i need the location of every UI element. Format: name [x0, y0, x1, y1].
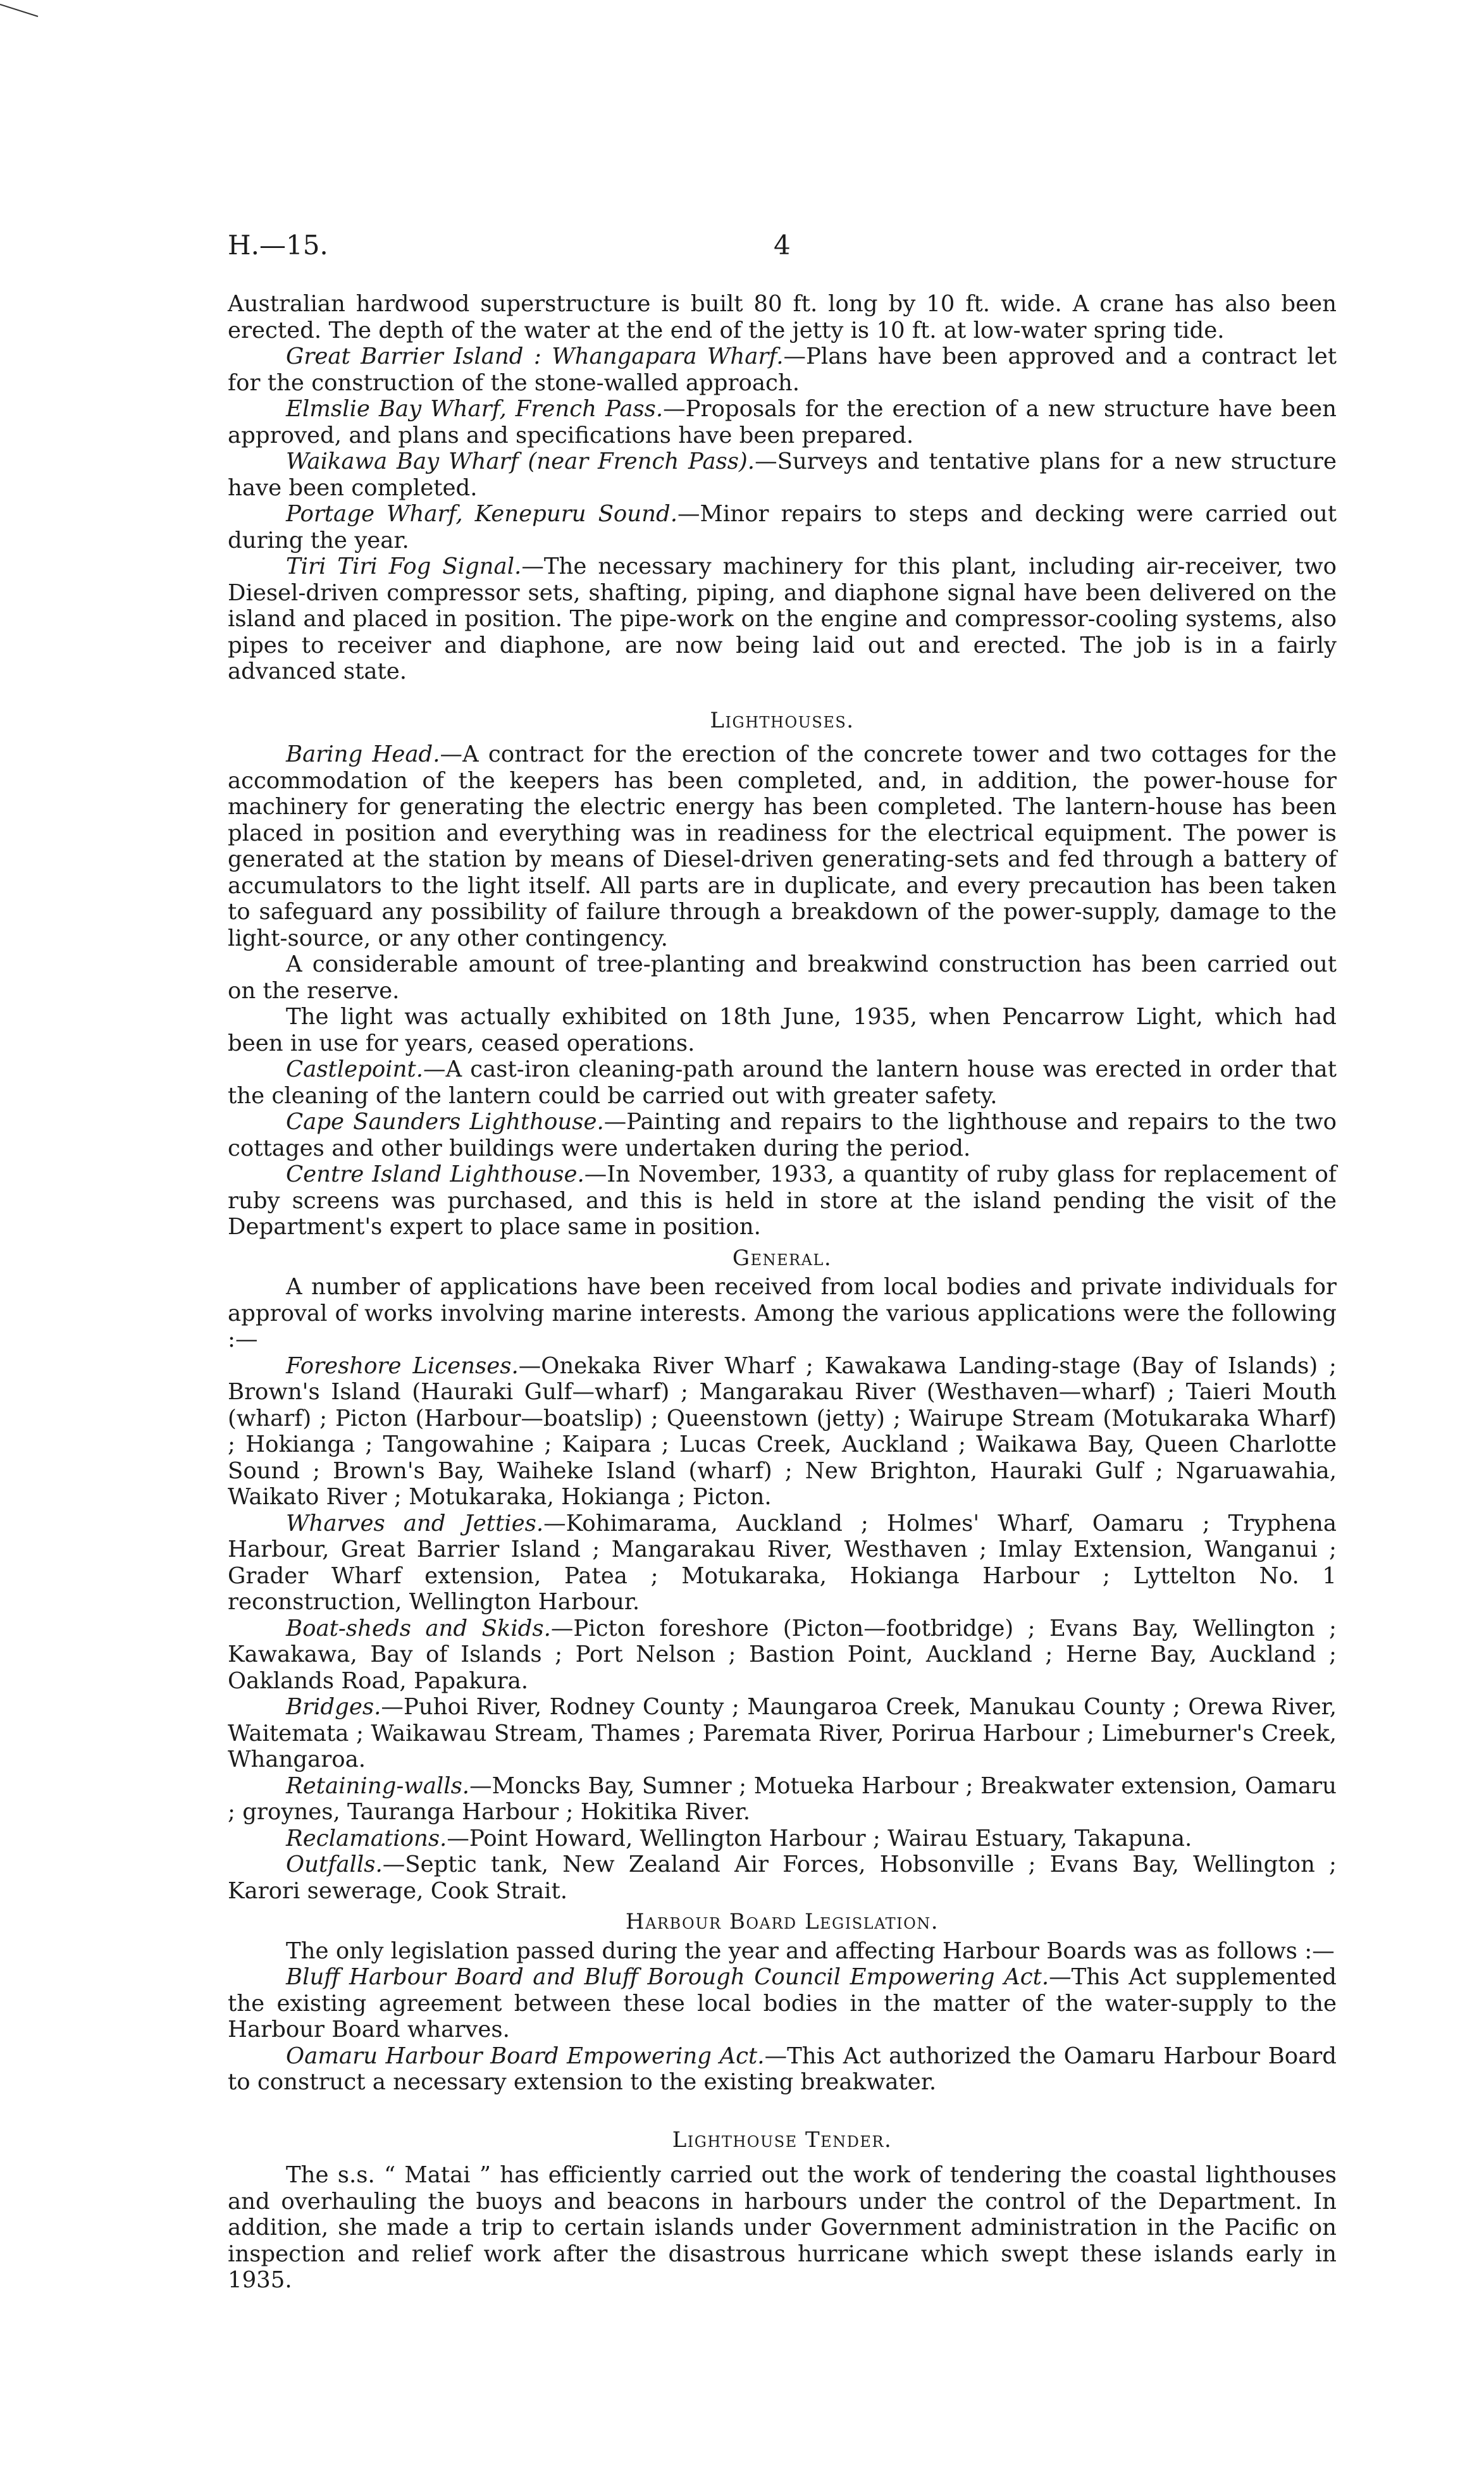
corner-scan-mark	[0, 3, 39, 20]
paragraph	[228, 1938, 1337, 1965]
paragraph-title: Elmslie Bay Wharf, French Pass.	[286, 396, 664, 422]
paragraph	[228, 1274, 1337, 1353]
section-heading: Lighthouse Tender.	[672, 2127, 893, 2153]
paragraph	[228, 1773, 1337, 1826]
paragraph	[228, 291, 1337, 343]
paragraph-text: —This Act authorized the Oamaru Harbour Board to construct a necessary extension to the existing breakwater.	[228, 2043, 1337, 2095]
paragraph-title: Waikawa Bay Wharf (near French Pass).	[286, 448, 755, 474]
page-ref: H.—15.	[228, 230, 328, 261]
paragraph-text: —Puhoi River, Rodney County ; Maungaroa Creek, Manukau County ; Orewa River, Waitemata ; Waikawau Stream, Thames ; Paremata River, Porirua Harbour ; Limeburner's Creek, Whangaroa.	[228, 1694, 1337, 1772]
paragraph-text: —Septic tank, New Zealand Air Forces, Hobsonville ; Evans Bay, Wellington ; Karori sewerage, Cook Strait.	[228, 1852, 1337, 1904]
paragraph	[228, 2162, 1337, 2294]
paragraph	[228, 1694, 1337, 1773]
paragraph	[228, 1353, 1337, 1511]
paragraph	[228, 343, 1337, 396]
paragraph-text: —Surveys and tentative plans for a new structure have been completed.	[228, 448, 1337, 501]
paragraph-title: Castlepoint.	[286, 1056, 424, 1082]
paragraph-text: —A contract for the erection of the concrete tower and two cottages for the accommodation of the keepers has been completed, and, in addition, the power-house for machinery for generating the electric energy has been completed. The lantern-house has been placed in position and everything was in readiness for the electrical equipment. The power is generated at the station by means of Diesel-driven generating-sets and fed through a battery of accumulators to the light itself. All parts are in duplicate, and every precaution has been taken to safeguard any possibility of failure through a breakdown of the power-supply, damage to the light-source, or any other contingency.	[228, 741, 1337, 951]
paragraph-text: —Onekaka River Wharf ; Kawakawa Landing-stage (Bay of Islands) ; Brown's Island (Hauraki Gulf—wharf) ; Mangarakau River (Westhaven—wharf) ; Taieri Mouth (wharf) ; Picton (Harbour—boatslip) ; Queenstown (jetty) ; Wairupe Stream (Motukaraka Wharf) ; Hokianga ; Tangowahine ; Kaipara ; Lucas Creek, Auckland ; Waikawa Bay, Queen Charlotte Sound ; Brown's Bay, Waiheke Island (wharf) ; New Brighton, Hauraki Gulf ; Ngaruawahia, Waikato River ; Motukaraka, Hokianga ; Picton.	[228, 1352, 1337, 1510]
paragraph	[228, 2043, 1337, 2096]
paragraph	[228, 448, 1337, 501]
paragraph	[228, 1109, 1337, 1161]
paragraph-title: Great Barrier Island : Whangapara Wharf.	[286, 343, 784, 369]
paragraph-title: Reclamations.	[286, 1825, 447, 1852]
paragraph-title: Foreshore Licenses.	[286, 1352, 519, 1379]
paragraph	[228, 1852, 1337, 1904]
paragraph-text: —Plans have been approved and a contract let for the construction of the stone-walled approach.	[228, 343, 1337, 396]
paragraph-text: —Minor repairs to steps and decking were carried out during the year.	[228, 501, 1337, 553]
paragraph-title: Centre Island Lighthouse.	[286, 1161, 584, 1187]
page-number: 4	[774, 230, 791, 261]
paragraph	[228, 1056, 1337, 1109]
paragraph-title: Baring Head.	[286, 741, 440, 767]
paragraph-title: Cape Saunders Lighthouse.	[286, 1109, 604, 1135]
paragraph-text: —Painting and repairs to the lighthouse and repairs to the two cottages and other buildings were undertaken during the period.	[228, 1109, 1337, 1161]
paragraph-text: —Proposals for the erection of a new structure have been approved, and plans and specifications have been prepared.	[228, 396, 1337, 448]
paragraph	[228, 951, 1337, 1004]
paragraph	[228, 1826, 1337, 1852]
paragraph-text: —Moncks Bay, Sumner ; Motueka Harbour ; Breakwater extension, Oamaru ; groynes, Tauranga Harbour ; Hokitika River.	[228, 1772, 1337, 1825]
paragraph-text: The s.s. “ Matai ” has efficiently carried out the work of tendering the coastal lighthouses and overhauling the buoys and beacons in harbours under the control of the Department. In addition, she made a trip to certain islands under Government administration in the Pacific on inspection and relief work after the disastrous hurricane which swept these islands early in 1935.	[228, 2162, 1337, 2293]
paragraph-text: —Kohimarama, Auckland ; Holmes' Wharf, Oamaru ; Tryphena Harbour, Great Barrier Island ; Mangarakau River, Westhaven ; Imlay Extension, Wanganui ; Grader Wharf extension, Patea ; Motukaraka, Hokianga Harbour ; Lyttelton No. 1 reconstruction, Wellington Harbour.	[228, 1510, 1337, 1615]
paragraph-text: —In November, 1933, a quantity of ruby glass for replacement of ruby screens was purchased, and this is held in store at the island pending the visit of the Department's expert to place same in position.	[228, 1161, 1337, 1240]
paragraph	[228, 1964, 1337, 2043]
paragraph	[228, 1511, 1337, 1616]
paragraph-text: —The necessary machinery for this plant, including air-receiver, two Diesel-driven compressor sets, shafting, piping, and diaphone signal have been delivered on the island and placed in position. The pipe-work on the engine and compressor-cooling systems, also pipes to receiver and diaphone, are now being laid out and erected. The job is in a fairly advanced state.	[228, 553, 1337, 684]
paragraph-text: —A cast-iron cleaning-path around the lantern house was erected in order that the cleaning of the lantern could be carried out with greater safety.	[228, 1056, 1337, 1109]
paragraph-title: Oamaru Harbour Board Empowering Act.	[286, 2043, 765, 2069]
paragraph	[228, 553, 1337, 685]
paragraph-text: A number of applications have been received from local bodies and private individuals for approval of works involving marine interests. Among the various applications were the following :—	[228, 1274, 1337, 1352]
section-heading: Harbour Board Legislation.	[625, 1909, 939, 1934]
paragraph-text: The light was actually exhibited on 18th June, 1935, when Pencarrow Light, which had been in use for years, ceased operations.	[228, 1004, 1337, 1056]
paragraph-title: Wharves and Jetties.	[286, 1510, 544, 1536]
paragraph-text: —Picton foreshore (Picton—footbridge) ; Evans Bay, Wellington ; Kawakawa, Bay of Islands ; Port Nelson ; Bastion Point, Auckland ; Herne Bay, Auckland ; Oaklands Road, Papakura.	[228, 1615, 1337, 1694]
paragraph-title: Portage Wharf, Kenepuru Sound.	[286, 501, 678, 527]
paragraph-title: Bridges.	[286, 1694, 381, 1720]
paragraph	[228, 1004, 1337, 1056]
paragraph-title: Retaining-walls.	[286, 1772, 470, 1799]
document-body	[228, 291, 1337, 2294]
paragraph	[228, 1616, 1337, 1695]
paragraph-text: —Point Howard, Wellington Harbour ; Wairau Estuary, Takapuna.	[447, 1825, 1192, 1852]
paragraph-text: A considerable amount of tree-planting and breakwind construction has been carried out on the reserve.	[228, 951, 1337, 1004]
paragraph-title: Bluff Harbour Board and Bluff Borough Council Empowering Act.	[286, 1964, 1049, 1990]
section-heading: General.	[732, 1245, 832, 1271]
paragraph-text: —This Act supplemented the existing agreement between these local bodies in the matter of the water-supply to the Harbour Board wharves.	[228, 1964, 1337, 2043]
section-heading: Lighthouses.	[710, 707, 855, 733]
paragraph-title: Outfalls.	[286, 1852, 383, 1877]
paragraph-text: Australian hardwood superstructure is built 80 ft. long by 10 ft. wide. A crane has also been erected. The depth of the water at the end of the jetty is 10 ft. at low-water spring tide.	[228, 291, 1337, 343]
paragraph	[228, 501, 1337, 553]
paragraph-title: Tiri Tiri Fog Signal.	[286, 553, 522, 579]
paragraph-text: The only legislation passed during the year and affecting Harbour Boards was as follows :—	[286, 1938, 1335, 1964]
paragraph	[228, 396, 1337, 448]
paragraph-title: Boat-sheds and Skids.	[286, 1615, 551, 1641]
paragraph	[228, 741, 1337, 951]
paragraph	[228, 1161, 1337, 1240]
